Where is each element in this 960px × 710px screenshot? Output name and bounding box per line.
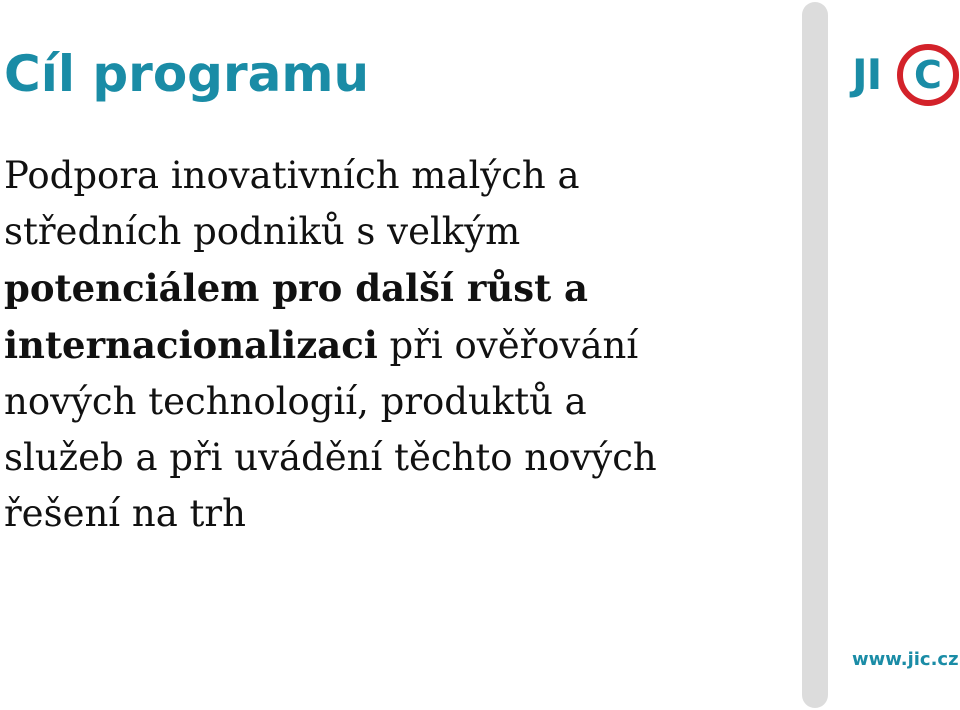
body-line-4-bold: internacionalizaci	[4, 323, 378, 367]
website-url: www.jic.cz	[852, 649, 959, 670]
vertical-divider	[802, 2, 828, 708]
body-line-3-bold: potenciálem pro další růst a	[4, 266, 589, 310]
slide-body-text	[4, 148, 764, 542]
body-line-5: nových technologií, produktů a	[4, 380, 587, 423]
body-line-2: středních podniků s velkým	[4, 210, 521, 253]
body-line-6: služeb a při uvádění těchto nových	[4, 436, 657, 479]
body-line-1: Podpora inovativních malých a	[4, 154, 580, 197]
logo-letters: JI	[852, 50, 882, 99]
body-line-3	[4, 260, 764, 317]
logo-c-circle-icon	[895, 42, 960, 108]
body-line-4-rest: při ověřování	[377, 324, 639, 367]
jic-logo	[852, 40, 958, 110]
slide-title: Cíl programu	[4, 45, 370, 103]
body-line-4	[4, 317, 764, 374]
body-line-7: řešení na trh	[4, 492, 246, 535]
logo-letter-c: C	[914, 53, 942, 97]
